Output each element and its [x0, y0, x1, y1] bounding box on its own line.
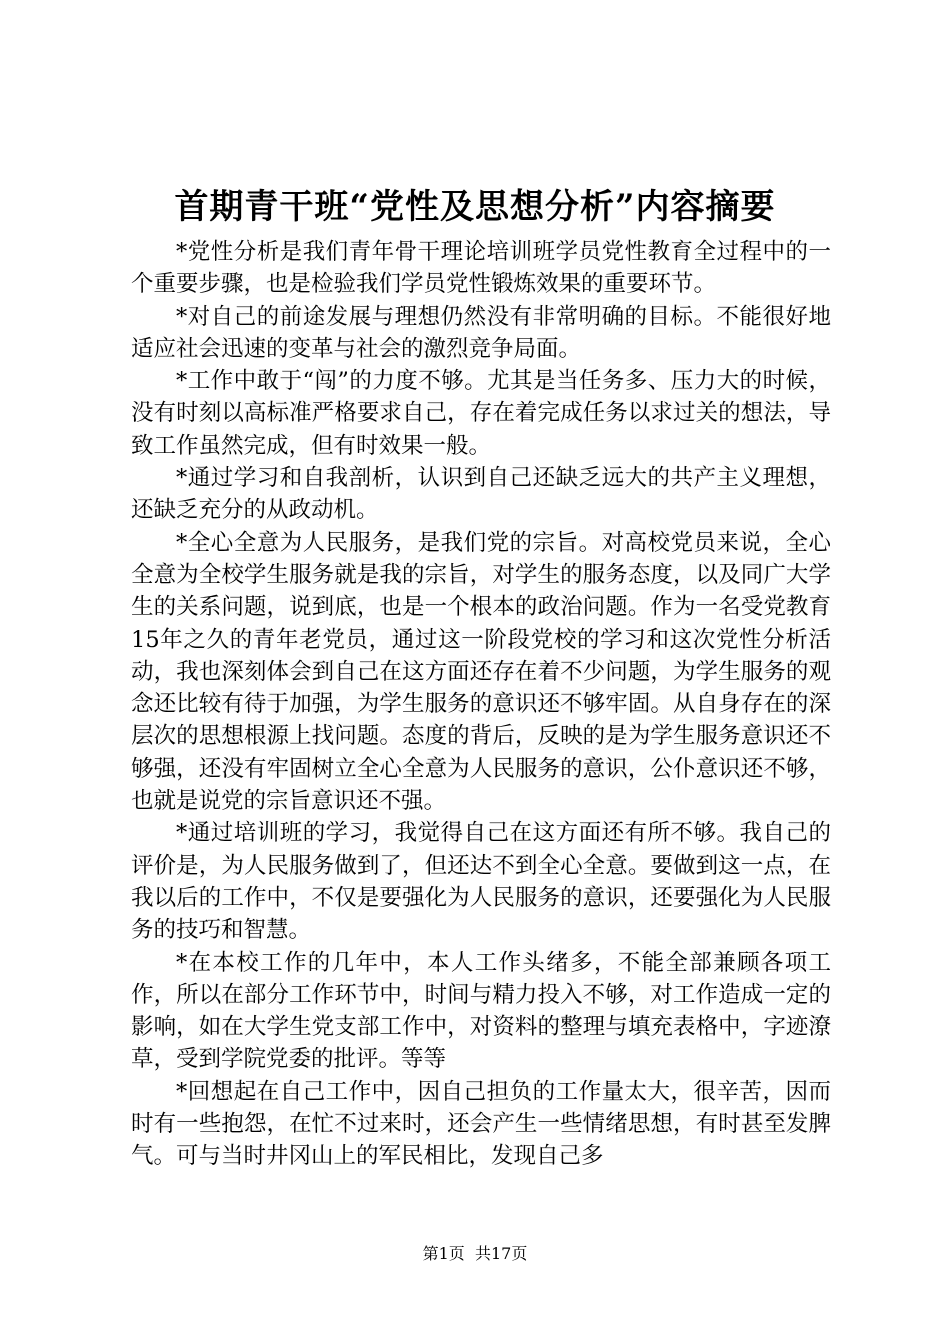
page-total: 共17页: [474, 1244, 528, 1263]
paragraph: *通过培训班的学习，我觉得自己在这方面还有所不够。我自己的评价是，为人民服务做到了，但还达不到全心全意。要做到这一点，在我以后的工作中，不仅是要强化为人民服务的意识，还要强化为人民服务的技巧和智慧。: [131, 820, 831, 944]
paragraph: *回想起在自己工作中，因自己担负的工作量太大，很辛苦，因而时有一些抱怨，在忙不过来时，还会产生一些情绪思想，有时甚至发脾气。可与当时井冈山上的军民相比，发现自己多: [131, 1078, 831, 1170]
document-title: 首期青干班“党性及思想分析”内容摘要: [174, 187, 776, 227]
paragraph: *通过学习和自我剖析，认识到自己还缺乏远大的共产主义理想，还缺乏充分的从政动机。: [131, 465, 831, 524]
paragraph: *工作中敢于“闯”的力度不够。尤其是当任务多、压力大的时候，没有时刻以高标准严格要求自己，存在着完成任务以求过关的想法，导致工作虽然完成，但有时效果一般。: [131, 368, 831, 459]
page-number: 第1页: [422, 1244, 465, 1263]
paragraph: *在本校工作的几年中，本人工作头绪多，不能全部兼顾各项工作，所以在部分工作环节中，时间与精力投入不够，对工作造成一定的影响，如在大学生党支部工作中，对资料的整理与填充表格中，字迹潦草，受到学院党委的批评。等等: [131, 949, 831, 1073]
paragraph: *全心全意为人民服务，是我们党的宗旨。对高校党员来说，全心全意为全校学生服务就是我的宗旨，对学生的服务态度，以及同广大学生的关系问题，说到底，也是一个根本的政治问题。作为一名受党教育15年之久的青年老党员，通过这一阶段党校的学习和这次党性分析活动，我也深刻体会到自己在这方面还存在着不少问题，为学生服务的观念还比较有待于加强，为学生服务的意识还不够牢固。从自身存在的深层次的思想根源上找问题。态度的背后，反映的是为学生服务意识还不够强，还没有牢固树立全心全意为人民服务的意识，公仆意识还不够，也就是说党的宗旨意识还不强。: [131, 529, 831, 815]
paragraph: *党性分析是我们青年骨干理论培训班学员党性教育全过程中的一个重要步骤，也是检验我们学员党性锻炼效果的重要环节。: [131, 239, 831, 298]
document-body: [131, 236, 831, 1173]
page-footer: [0, 1243, 950, 1265]
paragraph: *对自己的前途发展与理想仍然没有非常明确的目标。不能很好地适应社会迅速的变革与社会的激烈竞争局面。: [131, 303, 831, 362]
